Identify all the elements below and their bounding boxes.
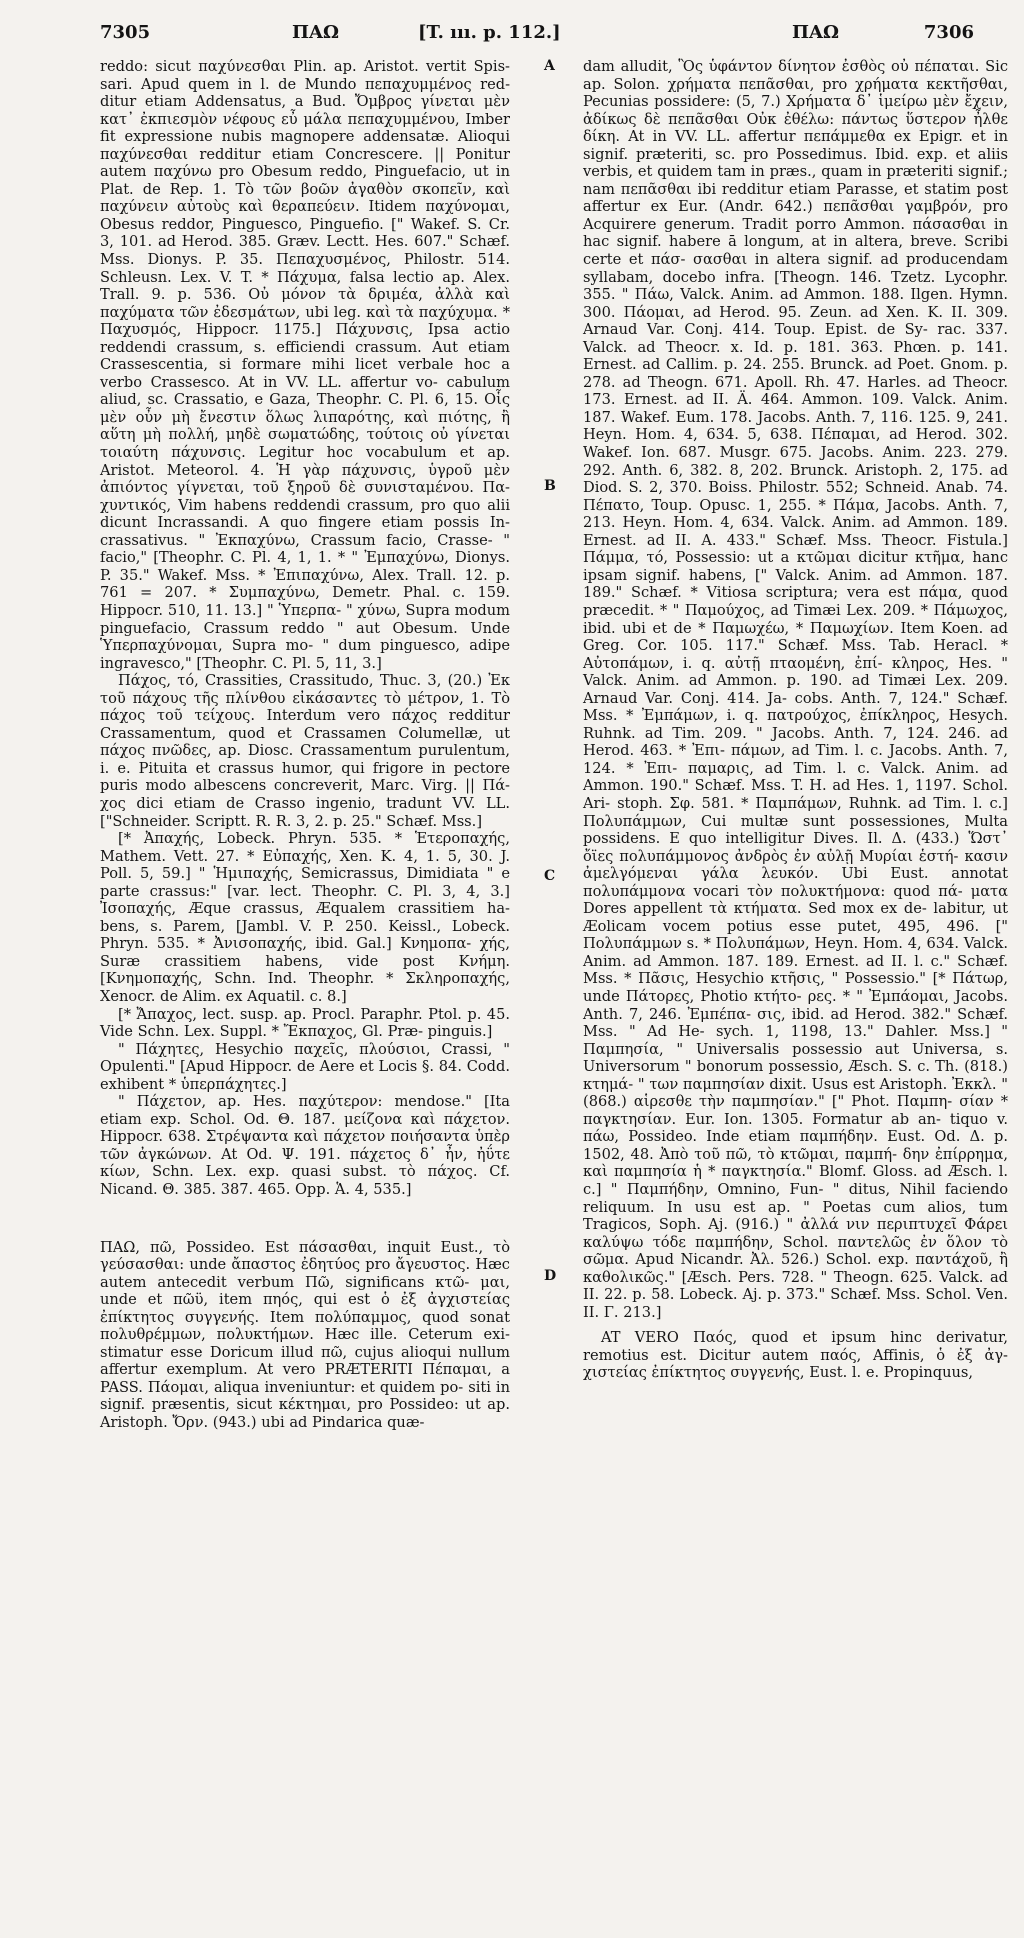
left-entry-pachetes: " Πάχητες, Hesychio παχεῖς, πλούσιοι, Crassi, " Opulenti." [Apud Hippocr. de Aere et Locis §. 84. Codd. exhibent * ὑπερπάχητες.] (100, 1040, 510, 1093)
left-entry-pacheton: " Πάχετον, ap. Hes. παχύτερον: mendose." [Ita etiam exp. Schol. Od. Θ. 187. μείζονα καὶ πάχετον. Hippocr. 638. Στρέψαντα καὶ πάχετον ποιήσαντα ὑπὲρ τῶν ἀγκώνων. At Od. Ψ. 191. πάχετος δ᾽ ἦν, ἠΰτε κίων, Schn. Lex. exp. quasi subst. τὸ πάχος. Cf. Nicand. Θ. 385. 387. 465. Opp. Ἁ. 4, 535.] (100, 1093, 510, 1198)
left-headword: ΠΑΩ (292, 22, 339, 43)
left-entry-pao: ΠΑΩ, πῶ, Possideo. Est πάσασθαι, inquit Eust., τὸ γεύσασθαι: unde ἄπαστος ἐδητύος pro ἄγευστος. Hæc autem antecedit verbum Πῶ, significans κτῶ- μαι, unde et πῶϋ, item πηός, qui est ὁ ἐξ ἀγχιστείας ἐπίκτητος συγγενής. Item πολύπαμμος, quod sonat πολυθρέμμων, πολυκτήμων. Hæc ille. Ceterum exi- stimatur esse Doricum illud πῶ, cujus alioqui nullum affertur exemplum. At vero PRÆTERITI Πέπαμαι, a PASS. Πάομαι, aliqua inveniuntur: et quidem po- siti in signif. præsentis, sicut κέκτημαι, pro Possideo: ut ap. Aristoph. Ὄρν. (943.) ubi ad Pindarica quæ- (100, 1238, 510, 1432)
left-entry-pachyno: reddo: sicut παχύνεσθαι Plin. ap. Aristot. vertit Spis- sari. Apud quem in l. de Mundo πεπαχυμμένος red- ditur etiam Addensatus, a Bud. Ὄμβρος γίνεται μὲν κατ᾽ ἐκπιεσμὸν νέφους εὖ μάλα πεπαχυμμένου, Imber fit expressione nubis magnopere addensatæ. Alioqui παχύνεσθαι redditur etiam Concrescere. || Ponitur autem παχύνω pro Obesum reddo, Pinguefacio, ut in Plat. de Rep. 1. Τὸ τῶν βοῶν ἀγαθὸν σκοπεῖν, καὶ παχύνειν αὐτοὺς καὶ θεραπεύειν. Itidem παχύνομαι, Obesus reddor, Pinguesco, Pinguefio. [" Wakef. S. Cr. 3, 101. ad Herod. 385. Græv. Lectt. Hes. 607." Schæf. Mss. Dionys. P. 35. Πεπαχυσμένος, Philostr. 514. Schleusn. Lex. V. T. * Πάχυμα, falsa lectio ap. Alex. Trall. 9. p. 536. Οὐ μόνον τὰ δριμέα, ἀλλὰ καὶ παχύματα τῶν ἐδεσμάτων, ubi leg. καὶ τὰ παχύχυμα. * Παχυσμός, Hippocr. 1175.] Πάχυνσις, Ipsa actio reddendi crassum, s. efficiendi crassum. Aut etiam Crassescentia, si formare mihi licet verbale hoc a verbo Crassesco. At in VV. LL. affertur vo- cabulum aliud, sc. Crassatio, e Gaza, Theophr. C. Pl. 6, 15. Οἷς μὲν οὖν μὴ ἔνεστιν ὅλως λιπαρότης, καὶ πιότης, ἢ αὕτη μὴ πολλή, μηδὲ σωματώδης, τούτοις οὐ γίνεται τοιαύτη πάχυνσις. Legitur hoc vocabulum et ap. Aristot. Meteorol. 4. Ἡ γὰρ πάχυνσις, ὑγροῦ μὲν ἀπιόντος γίγνεται, τοῦ ξηροῦ δὲ συνισταμένου. Πα- χυντικός, Vim habens reddendi crassum, pro quo alii dicunt Incrassandi. A quo fingere etiam possis In- crassativus. " Ἐκπαχύνω, Crassum facio, Crasse- " facio," [Theophr. C. Pl. 4, 1, 1. * " Ἐμπαχύνω, Dionys. P. 35." Wakef. Mss. * Ἐπιπαχύνω, Alex. Trall. 12. p. 761 = 207. * Συμπαχύνω, Demetr. Phal. c. 159. Hippocr. 510, 11. 13.] " Ὑπερπα- " χύνω, Supra modum pinguefacio, Crassum reddo " aut Obesum. Unde Ὑπερπαχύνομαι, Supra mo- " dum pinguesco, adipe ingravesco," [Theophr. C. Pl. 5, 11, 3.] (100, 58, 510, 672)
section-letter-c: C (544, 868, 556, 884)
right-headword: ΠΑΩ (792, 22, 839, 43)
section-letter-d: D (544, 1268, 557, 1284)
left-entry-compounds-pachys: [* Ἀπαχής, Lobeck. Phryn. 535. * Ἑτεροπαχής, Mathem. Vett. 27. * Εὐπαχής, Xen. K. 4, 1. 5, 30. J. Poll. 5, 59.] " Ἡμιπαχής, Semicrassus, Dimidiata " e parte crassus:" [var. lect. Theophr. C. Pl. 3, 4, 3.] Ἰσοπαχής, Æque crassus, Æqualem crassitiem ha- bens, s. Parem, [Jambl. V. P. 250. Keissl., Lobeck. Phryn. 535. * Ἀνισοπαχής, ibid. Gal.] Κνημοπα- χής, Suræ crassitiem habens, vide post Κνήμη. [Κνημοπαχής, Schn. Ind. Theophr. * Σκληροπαχής, Xenocr. de Alim. ex Aquatil. c. 8.] (100, 830, 510, 1005)
left-text-column (100, 58, 510, 1432)
volume-page-reference: [T. ııı. p. 112.] (418, 22, 561, 43)
running-header (100, 22, 974, 52)
right-entry-paos: AT VERO Παός, quod et ipsum hinc derivatur, remotius est. Dicitur autem παός, Affinis, ὁ ἐξ ἀγ- χιστείας ἐπίκτητος συγγενής, Eust. l. e. Propinquus, (583, 1329, 1008, 1382)
entry-separator (100, 1199, 510, 1239)
right-text-column (583, 58, 1008, 1382)
left-entry-apachos: [* Ἄπαχος, lect. susp. ap. Procl. Paraphr. Ptol. p. 45. Vide Schn. Lex. Suppl. * Ἔκπαχος, Gl. Præ- pinguis.] (100, 1005, 510, 1041)
right-column-number: 7306 (923, 22, 974, 43)
section-letter-a: A (544, 58, 555, 74)
section-letter-b: B (544, 478, 556, 494)
left-column-number: 7305 (100, 22, 151, 43)
entry-separator-right (583, 1321, 1008, 1329)
left-entry-pachos: Πάχος, τό, Crassities, Crassitudo, Thuc. 3, (20.) Ἐκ τοῦ πάχους τῆς πλίνθου εἰκάσαντες τὸ μέτρον, 1. Τὸ πάχος τοῦ τείχους. Interdum vero πάχος redditur Crassamentum, quod et Crassamen Columellæ, ut πάχος πνῶδες, ap. Diosc. Crassamentum purulentum, i. e. Pituita et crassus humor, qui frigore in pectore puris modo albescens concreverit, Marc. Virg. || Πά- χος dici etiam de Crasso ingenio, tradunt VV. LL. ["Schneider. Scriptt. R. R. 3, 2. p. 25." Schæf. Mss.] (100, 672, 510, 830)
right-entry-pao-continued: dam alludit, Ὃς ὑφάντον δίνητον ἐσθὸς οὐ πέπαται. Sic ap. Solon. χρήματα πεπᾶσθαι, pro χρήματα κεκτῆσθαι, Pecunias possidere: (5, 7.) Χρήματα δ᾽ ἱμείρω μὲν ἔχειν, ἀδίκως δὲ πεπᾶσθαι Οὐκ ἐθέλω: πάντως ὕστερον ἦλθε δίκη. At in VV. LL. affertur πεπάμμεθα ex Epigr. et in signif. præteriti, sc. pro Possedimus. Ibid. exp. et aliis verbis, et quidem tam in præs., quam in præteriti signif.; nam πεπᾶσθαι ibi redditur etiam Parasse, et statim post affertur ex Eur. (Andr. 642.) πεπᾶσθαι γαμβρόν, pro Acquirere generum. Tradit porro Ammon. πάσασθαι in hac signif. habere ā longum, at in altera, breve. Scribi certe et πάσ- σασθαι in altera signif. ad producendam syllabam, docebo infra. [Theogn. 146. Tzetz. Lycophr. 355. " Πάω, Valck. Anim. ad Ammon. 188. Ilgen. Hymn. 300. Πάομαι, ad Herod. 95. Zeun. ad Xen. K. II. 309. Arnaud Var. Conj. 414. Toup. Epist. de Sy- rac. 337. Valck. ad Theocr. x. Id. p. 181. 363. Phœn. p. 141. Ernest. ad Callim. p. 24. 255. Brunck. ad Poet. Gnom. p. 278. ad Theogn. 671. Apoll. Rh. 47. Harles. ad Theocr. 173. Ernest. ad II. Ä. 464. Ammon. 109. Valck. Anim. 187. Wakef. Eum. 178. Jacobs. Anth. 7, 116. 125. 9, 241. Heyn. Hom. 4, 634. 5, 638. Πέπαμαι, ad Herod. 302. Wakef. Ion. 687. Musgr. 675. Jacobs. Anim. 223. 279. 292. Anth. 6, 382. 8, 202. Brunck. Aristoph. 2, 175. ad Diod. S. 2, 370. Boiss. Philostr. 552; Schneid. Anab. 74. Πέπατο, Toup. Opusc. 1, 255. * Πάμα, Jacobs. Anth. 7, 213. Heyn. Hom. 4, 634. Valck. Anim. ad Ammon. 189. Ernest. ad II. A. 433." Schæf. Mss. Theocr. Fistula.] Πάμμα, τό, Possessio: ut a κτῶμαι dicitur κτῆμα, hanc ipsam signif. habens, [" Valck. Anim. ad Ammon. 187. 189." Schæf. * Vitiosa scriptura; vera est πάμα, quod præcedit. * " Παμούχος, ad Timæi Lex. 209. * Πάμωχος, ibid. ubi et de * Παμωχέω, * Παμωχίων. Item Koen. ad Greg. Cor. 105. 117." Schæf. Mss. Tab. Heracl. * Αὐτοπάμων, i. q. αὐτῇ πταομένη, ἐπί- κληρος, Hes. " Valck. Anim. ad Ammon. p. 190. ad Timæi Lex. 209. Arnaud Var. Conj. 414. Ja- cobs. Anth. 7, 124." Schæf. Mss. * Ἐμπάμων, i. q. πατρούχος, ἐπίκληρος, Hesych. Ruhnk. ad Tim. 209. " Jacobs. Anth. 7, 124. 246. ad Herod. 463. * Ἐπι- πάμων, ad Tim. l. c. Jacobs. Anth. 7, 124. * Ἐπι- παμαρις, ad Tim. l. c. Valck. Anim. ad Ammon. 190." Schæf. Mss. T. H. ad Hes. 1, 1197. Schol. Ari- stoph. Σφ. 581. * Παμπάμων, Ruhnk. ad Tim. l. c.] Πολυπάμμων, Cui multæ sunt possessiones, Multa possidens. E quo intelligitur Dives. Il. Δ. (433.) Ὥστ᾽ ὄϊες πολυπάμμονος ἀνδρὸς ἐν αὐλῇ Μυρίαι ἑστή- κασιν ἀμελγόμεναι γάλα λευκόν. Ubi Eust. annotat πολυπάμμονα vocari τὸν πολυκτήμονα: quod πά- ματα Dores appellent τὰ κτήματα. Sed mox ex de- labitur, ut Æolicam vocem potius esse putet, 495, 496. [" Πολυπάμμων s. * Πολυπάμων, Heyn. Hom. 4, 634. Valck. Anim. ad Ammon. 187. 189. Ernest. ad II. l. c." Schæf. Mss. * Πᾶσις, Hesychio κτῆσις, " Possessio." [* Πάτωρ, unde Πάτορες, Photio κτήτο- ρες. * " Ἐμπάομαι, Jacobs. Anth. 7, 246. Ἐμπέπα- σις, ibid. ad Herod. 382." Schæf. Mss. " Ad He- sych. 1, 1198, 13." Dahler. Mss.] " Παμπησία, " Universalis possessio aut Universa, s. Universorum " bonorum possessio, Æsch. S. c. Th. (818.) κτημά- " των παμπησίαν dixit. Usus est Aristoph. Ἐκκλ. " (868.) αἱρεσθε τὴν παμπησίαν." [" Phot. Παμπη- σίαν * παγκτησίαν. Eur. Ion. 1305. Formatur ab an- tiquo v. πάω, Possideo. Inde etiam παμπήδην. Eust. Od. Δ. p. 1502, 48. Ἀπὸ τοῦ πῶ, τὸ κτῶμαι, παμπή- δην ἐπίρρημα, καὶ παμπησία ἡ * παγκτησία." Blomf. Gloss. ad Æsch. l. c.] " Παμπήδην, Omnino, Fun- " ditus, Nihil faciendo reliquum. In usu est ap. " Poetas cum alios, tum Tragicos, Soph. Aj. (916.) " ἀλλά νιν περιπτυχεῖ Φάρει καλύψω τόδε παμπήδην, Schol. παντελῶς ἐν ὅλον τὸ σῶμα. Apud Nicandr. Ἀλ. 526.) Schol. exp. παντάχοῦ, ἢ καθολικῶς." [Æsch. Pers. 728. " Theogn. 625. Valck. ad II. 22. p. 58. Lobeck. Aj. p. 373." Schæf. Mss. Schol. Ven. II. Γ. 213.] (583, 58, 1008, 1321)
